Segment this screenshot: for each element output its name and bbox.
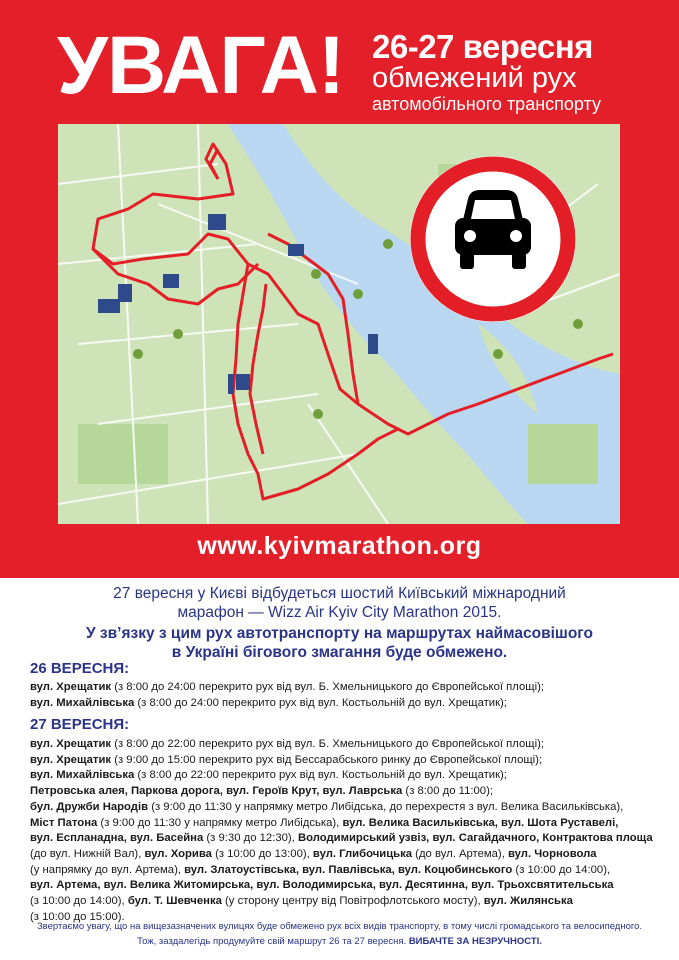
- closure-line: [30, 831, 660, 847]
- closure-details: (з 10:00 до 14:00),: [512, 863, 611, 876]
- closure-list-sep26: [30, 680, 660, 711]
- route-map: [58, 124, 620, 524]
- transport-subheading: автомобільного транспорту: [372, 94, 601, 114]
- closure-details: (з 8:00 до 22:00 перекрито рух від вул. Костьольній до вул. Хрещатик);: [134, 769, 507, 782]
- closure-line: [30, 878, 660, 894]
- closure-line: [30, 784, 660, 800]
- restricted-traffic-heading: обмежений рух: [372, 62, 577, 94]
- street-name: бул. Дружби Народів: [30, 800, 149, 813]
- street-name: вул. Хрещатик: [30, 681, 112, 693]
- closure-details: (у напрямку до вул. Артема),: [30, 863, 185, 876]
- closure-details: (до вул. Артема),: [412, 847, 508, 860]
- street-name: вул. Хрещатик: [30, 738, 112, 750]
- intro-line: 27 вересня у Києві відбудеться шостий Київський міжнародний: [113, 585, 566, 602]
- closure-line: [30, 680, 660, 696]
- street-name: Петровська алея, Паркова дорога, вул. Героїв Крут, вул. Лаврська: [30, 785, 403, 798]
- street-name: вул. Михайлівська: [30, 696, 135, 709]
- closure-details: (з 10:00 до 15:00).: [30, 910, 125, 923]
- closure-line: [30, 847, 660, 863]
- street-name: вул. Михайлівська: [30, 769, 135, 782]
- closure-details: (з 10:00 до 14:00),: [30, 895, 128, 908]
- intro-line: в Україні бігового змагання буде обмежено.: [171, 644, 508, 661]
- street-name: вул. Еспланадна, вул. Басейна: [30, 832, 204, 845]
- closure-details: (у сторону центру від Повітрофлотського мосту),: [221, 895, 484, 908]
- closure-details: (з 8:00 до 24:00 перекрито рух від вул. Б. Хмельницького до Європейської площі);: [111, 681, 544, 693]
- section-heading-sep27: 27 ВЕРЕСНЯ:: [30, 716, 130, 733]
- closure-details: (з 10:00 до 13:00),: [211, 847, 313, 860]
- closure-details: (з 8:00 до 24:00 перекрито рух від вул. Костьольній до вул. Хрещатик);: [134, 696, 507, 709]
- intro-line: У зв’язку з цим рух автотранспорту на маршрутах наймасовішого: [85, 625, 594, 642]
- street-name: бул. Т. Шевченка: [127, 895, 222, 908]
- street-name: вул. Златоустівська, вул. Павлівська, вул. Коцюбинського: [184, 863, 513, 876]
- street-name: вул. Хрещатик: [30, 753, 112, 766]
- street-name: Міст Патона: [30, 816, 98, 829]
- no-cars-sign-icon: [410, 156, 576, 322]
- closure-line: [30, 894, 660, 910]
- closure-line: [30, 800, 660, 816]
- dates-heading: 26-27 вересня: [372, 28, 593, 65]
- street-name: Володимирський узвіз, вул. Сагайдачного, Контрактова площа: [297, 832, 653, 845]
- page-title: УВАГА!: [57, 20, 345, 111]
- footer-apology: [0, 936, 679, 947]
- closure-details: (з 9:00 до 11:30 у напрямку метро Либідська, до перехрестя з вул. Велика Васильківська),: [148, 800, 624, 813]
- intro-announcement: [0, 584, 679, 622]
- intro-restriction: [0, 624, 679, 662]
- intro-line: марафон — Wizz Air Kyiv City Marathon 2015.: [177, 604, 502, 621]
- closure-line: [30, 753, 660, 769]
- street-name: вул. Глибочицька: [312, 847, 413, 860]
- closure-line: [30, 696, 660, 712]
- closure-list-sep27: [30, 737, 660, 925]
- closure-details: (з 9:00 до 15:00 перекрито рух від Бессарабського ринку до Європейської площі);: [111, 753, 543, 766]
- website-link[interactable]: www.kyivmarathon.org: [197, 532, 482, 560]
- footer-note: Звертаємо увагу, що на вищезазначених вулицях буде обмежено рух всіх видів транспорту, в тому числі громадського та велосипедного.: [36, 921, 643, 932]
- section-heading-sep26: 26 ВЕРЕСНЯ:: [30, 660, 130, 677]
- street-name: вул. Чорновола: [507, 847, 597, 860]
- footer-apology-bold: ВИБАЧТЕ ЗА НЕЗРУЧНОСТІ.: [408, 936, 542, 947]
- closure-details: (з 9:00 до 11:30 у напрямку метро Либідська),: [97, 816, 343, 829]
- street-name: вул. Жилянська: [483, 895, 573, 908]
- closure-line: [30, 816, 660, 832]
- closure-line: [30, 863, 660, 879]
- closure-line: [30, 737, 660, 753]
- closure-details: (з 8:00 до 11:00);: [402, 785, 493, 798]
- closure-details: (з 9:30 до 12:30),: [203, 832, 298, 845]
- closure-details: (з 8:00 до 22:00 перекрито рух від вул. Б. Хмельницького до Європейської площі);: [111, 738, 544, 750]
- street-name: вул. Артема, вул. Велика Житомирська, вул. Володимирська, вул. Десятинна, вул. Трьохсвятительська: [30, 879, 614, 892]
- street-name: вул. Велика Васильківська, вул. Шота Руставелі,: [342, 816, 619, 829]
- closure-line: [30, 768, 660, 784]
- street-name: вул. Хорива: [144, 847, 212, 860]
- footer-apology-text: Тож, заздалегідь продумуйте свій маршрут 26 та 27 вересня.: [137, 936, 409, 947]
- closure-details: (до вул. Нижній Вал),: [30, 847, 145, 860]
